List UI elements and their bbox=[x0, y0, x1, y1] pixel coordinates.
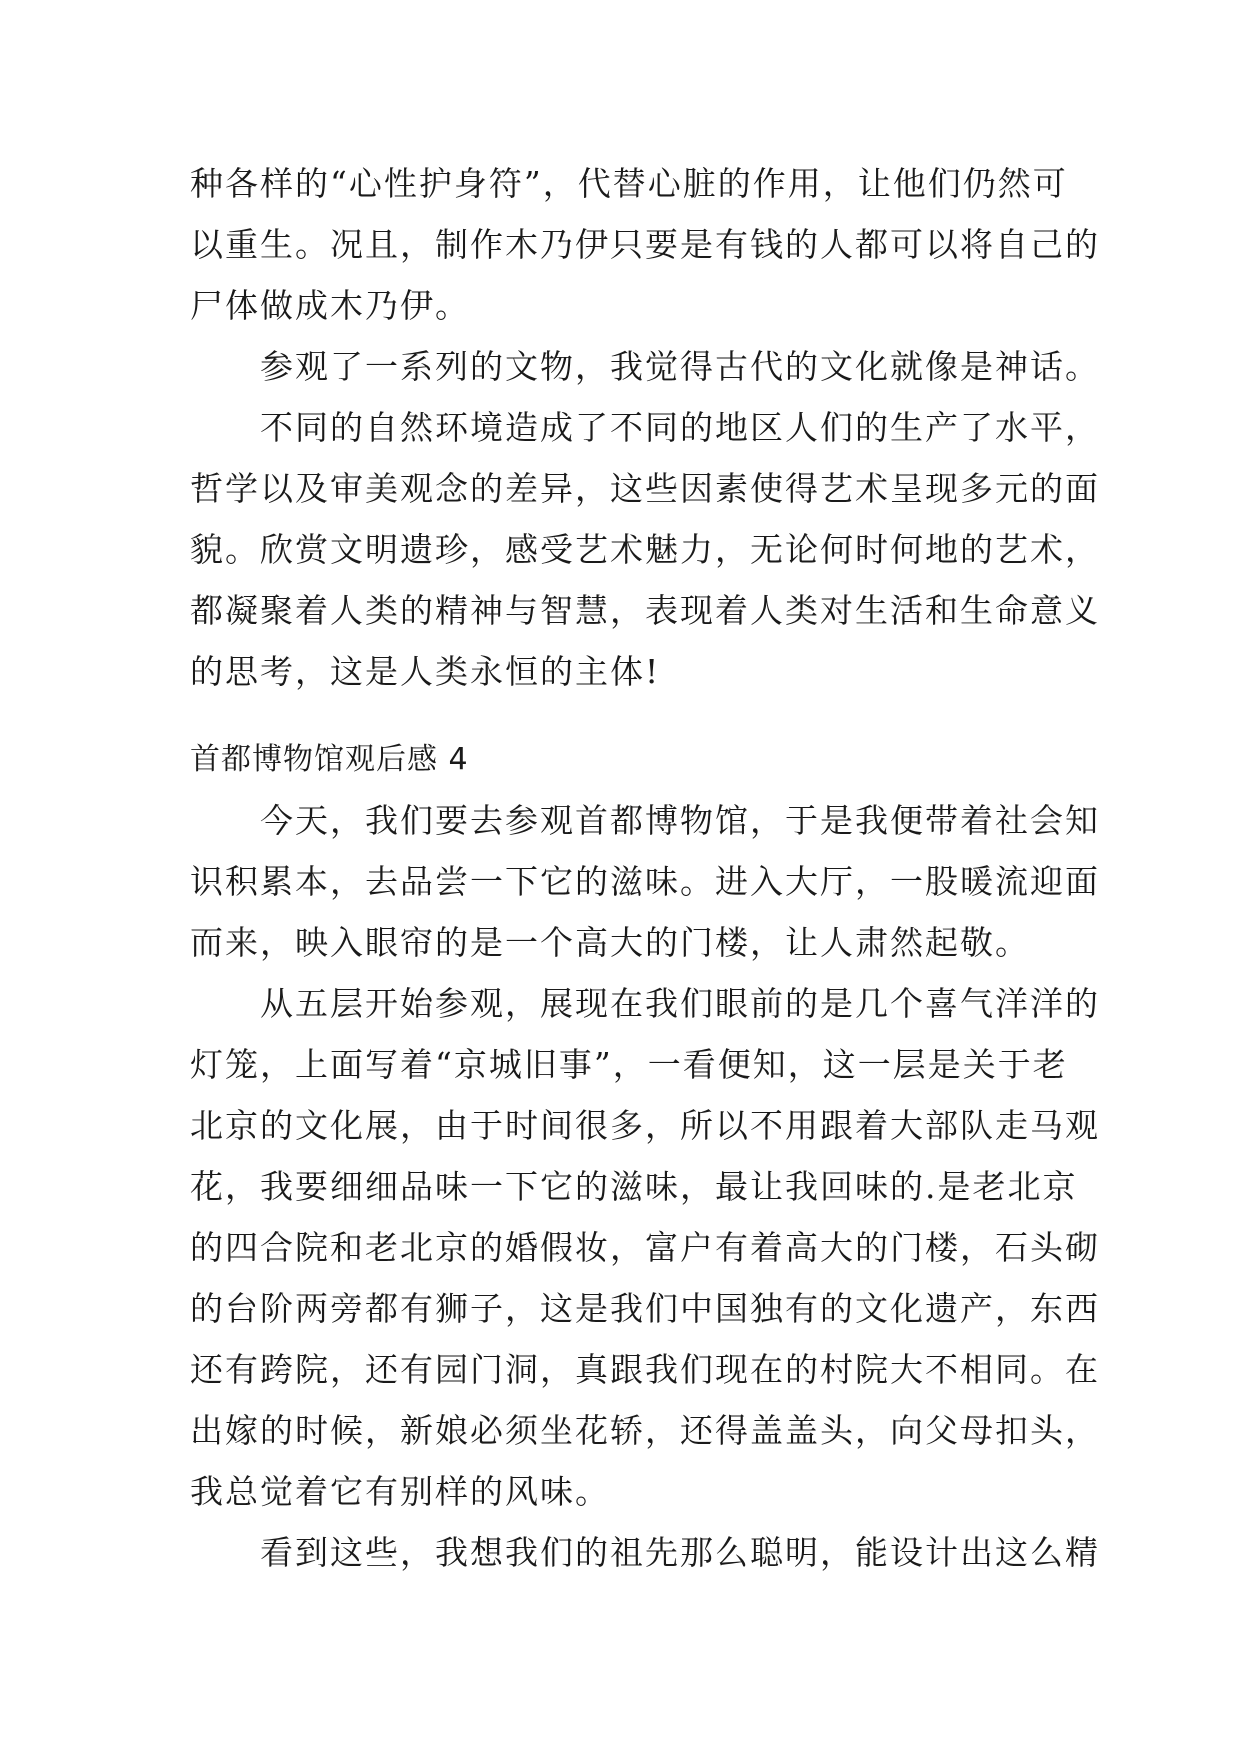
paragraph-start-line: 从五层开始参观，展现在我们眼前的是几个喜气洋洋的 bbox=[260, 984, 1100, 1023]
text-line: 灯笼，上面写着“京城旧事”，一看便知，这一层是关于老 bbox=[190, 1045, 1068, 1084]
text-line: 而来，映入眼帘的是一个高大的门楼，让人肃然起敬。 bbox=[190, 923, 1030, 962]
text-line: 尸体做成木乃伊。 bbox=[190, 286, 470, 325]
text-line: 识积累本，去品尝一下它的滋味。进入大厅，一股暖流迎面 bbox=[190, 862, 1100, 901]
text-line: 出嫁的时候，新娘必须坐花轿，还得盖盖头，向父母扣头， bbox=[190, 1411, 1100, 1450]
text-line: 还有跨院，还有园门洞，真跟我们现在的村院大不相同。在 bbox=[190, 1350, 1100, 1389]
text-line: 花，我要细细品味一下它的滋味，最让我回味的.是老北京 bbox=[190, 1167, 1078, 1206]
text-line: 以重生。况且，制作木乃伊只要是有钱的人都可以将自己的 bbox=[190, 225, 1100, 264]
text-line: 我总觉着它有别样的风味。 bbox=[190, 1472, 610, 1511]
text-line: 的思考，这是人类永恒的主体! bbox=[190, 652, 661, 691]
text-line: 的四合院和老北京的婚假妆，富户有着高大的门楼，石头砌 bbox=[190, 1228, 1100, 1267]
text-line: 哲学以及审美观念的差异，这些因素使得艺术呈现多元的面 bbox=[190, 469, 1100, 508]
paragraph-start-line: 看到这些，我想我们的祖先那么聪明，能设计出这么精 bbox=[260, 1533, 1100, 1572]
text-line: 貌。欣赏文明遗珍，感受艺术魅力，无论何时何地的艺术， bbox=[190, 530, 1100, 569]
section-heading: 首都博物馆观后感 4 bbox=[190, 742, 469, 777]
text-line: 种各样的“心性护身符”，代替心脏的作用，让他们仍然可 bbox=[190, 164, 1068, 203]
paragraph-start-line: 参观了一系列的文物，我觉得古代的文化就像是神话。 bbox=[260, 347, 1100, 386]
text-line: 的台阶两旁都有狮子，这是我们中国独有的文化遗产，东西 bbox=[190, 1289, 1100, 1328]
paragraph-start-line: 不同的自然环境造成了不同的地区人们的生产了水平， bbox=[260, 408, 1100, 447]
text-line: 北京的文化展，由于时间很多，所以不用跟着大部队走马观 bbox=[190, 1106, 1100, 1145]
text-line: 都凝聚着人类的精神与智慧，表现着人类对生活和生命意义 bbox=[190, 591, 1100, 630]
paragraph-start-line: 今天，我们要去参观首都博物馆，于是我便带着社会知 bbox=[260, 801, 1100, 840]
